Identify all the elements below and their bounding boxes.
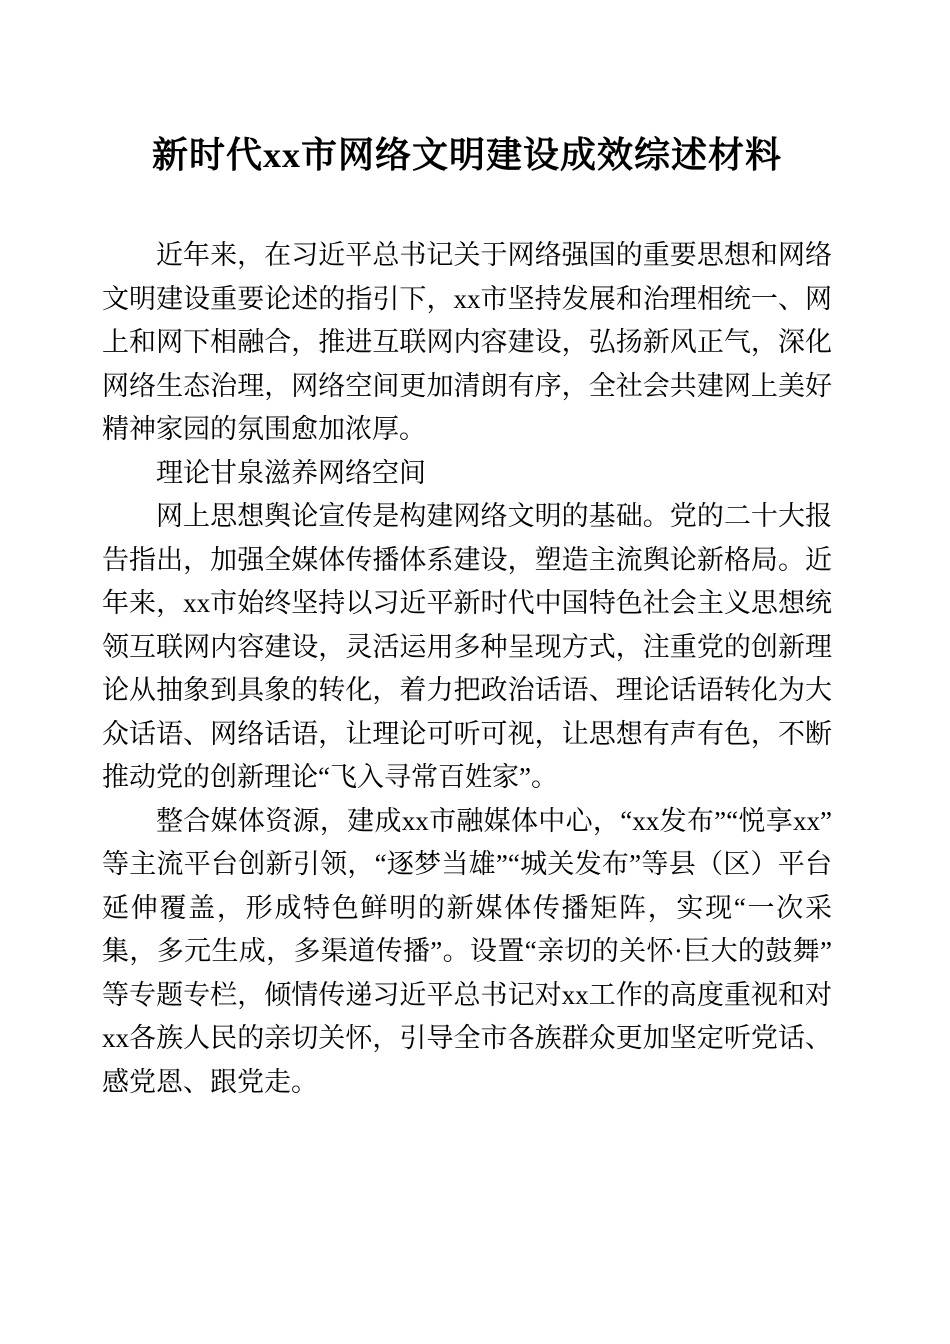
document-body (102, 234, 832, 1104)
paragraph-intro: 近年来，在习近平总书记关于网络强国的重要思想和网络文明建设重要论述的指引下，xx市坚持发展和治理相统一、网上和网下相融合，推进互联网内容建设，弘扬新风正气，深化网络生态治理，网络空间更加清朗有序，全社会共建网上美好精神家园的氛围愈加浓厚。 (102, 240, 832, 444)
paragraph-media: 整合媒体资源，建成xx市融媒体中心，“xx发布”“悦享xx”等主流平台创新引领，“逐梦当雄”“城关发布”等县（区）平台延伸覆盖，形成特色鲜明的新媒体传播矩阵，实现“一次采集，多元生成，多渠道传播”。设置“亲切的关怀·巨大的鼓舞”等专题专栏，倾情传递习近平总书记对xx工作的高度重视和对xx各族人民的亲切关怀，引导全市各族群众更加坚定听党话、感党恩、跟党走。 (102, 805, 832, 1097)
paragraph-theory: 网上思想舆论宣传是构建网络文明的基础。党的二十大报告指出，加强全媒体传播体系建设，塑造主流舆论新格局。近年来，xx市始终坚持以习近平新时代中国特色社会主义思想统领互联网内容建设，灵活运用多种呈现方式，注重党的创新理论从抽象到具象的转化，着力把政治话语、理论话语转化为大众话语、网络话语，让理论可听可视，让思想有声有色，不断推动党的创新理论“飞入寻常百姓家”。 (102, 501, 832, 792)
section-heading: 理论甘泉滋养网络空间 (156, 457, 426, 488)
document-title: 新时代xx市网络文明建设成效综述材料 (151, 135, 782, 175)
